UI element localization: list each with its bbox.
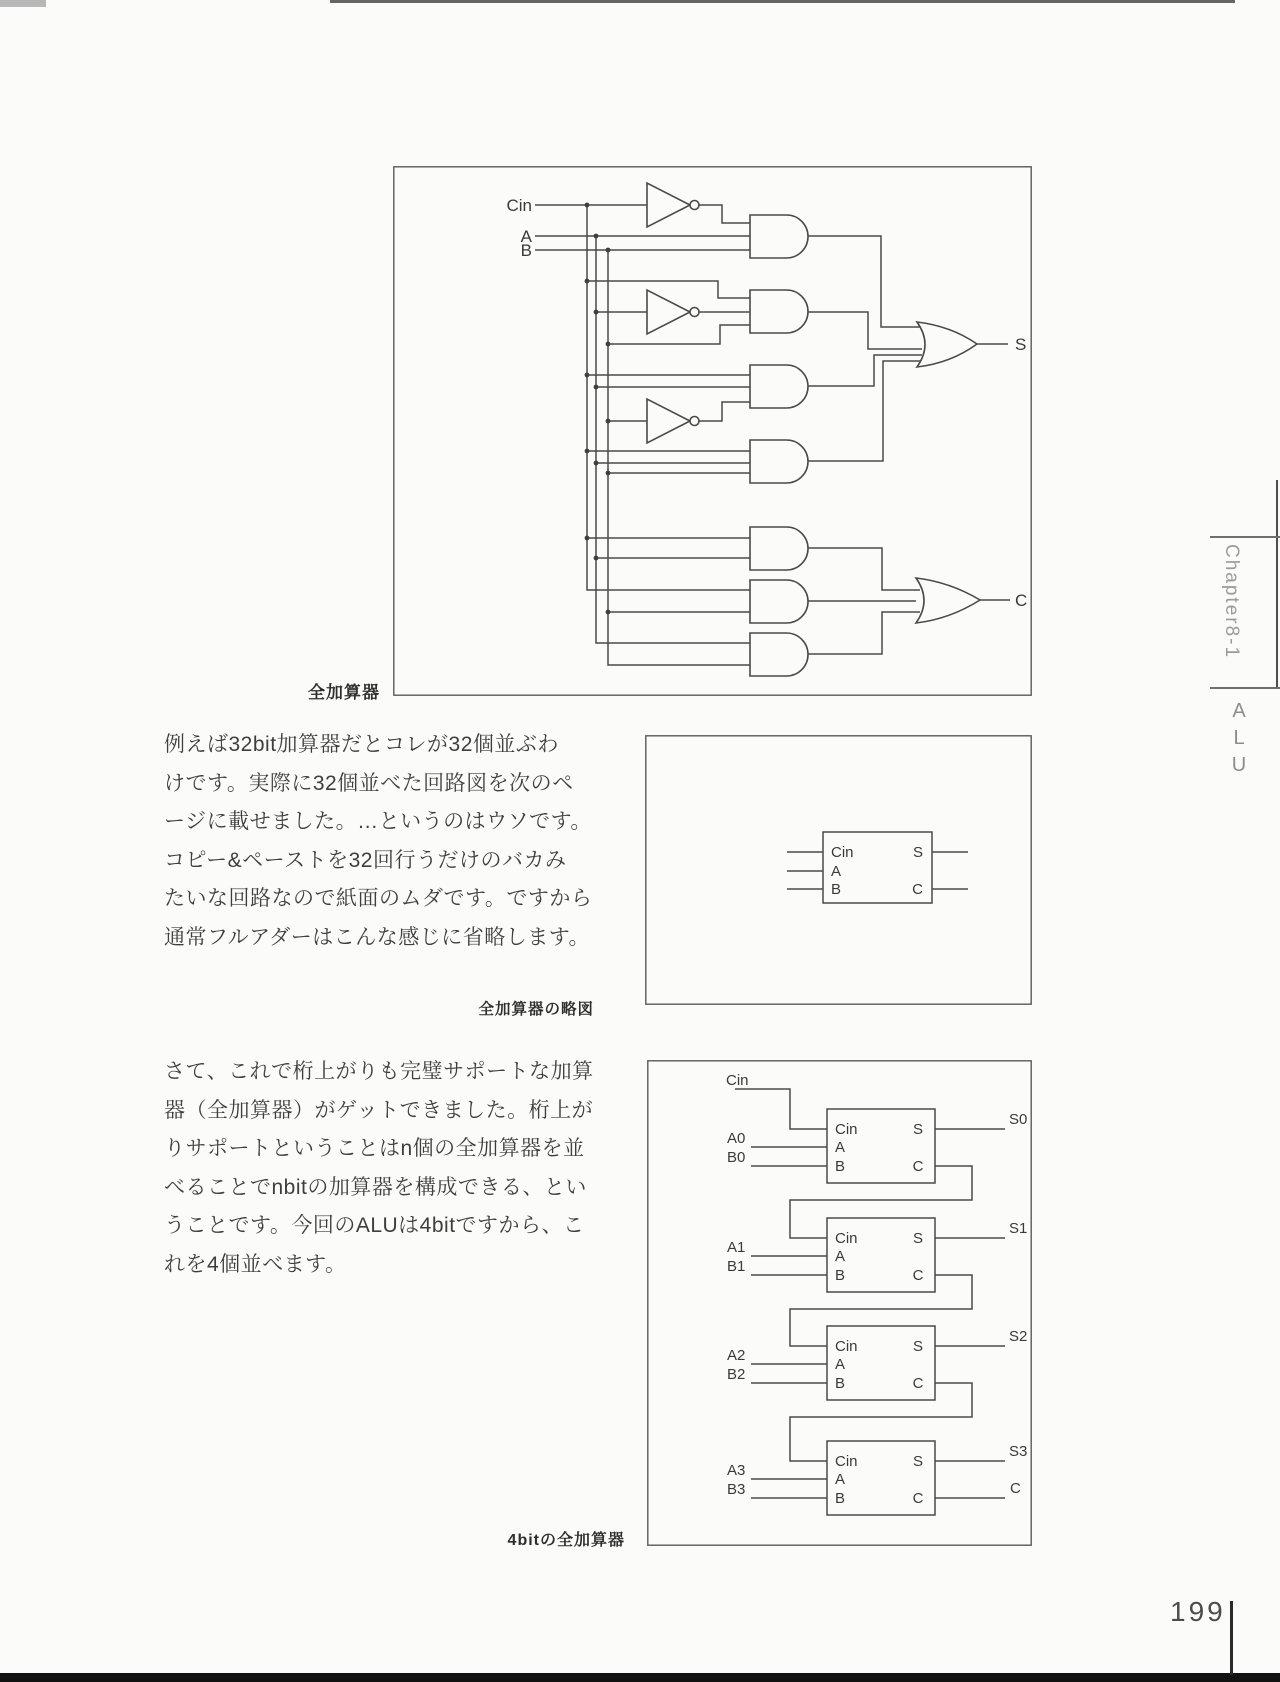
port-label-c: C (912, 1158, 924, 1175)
paragraph-line: ージに載せました。…というのはウソです。 (164, 810, 592, 833)
port-label-s: S (912, 844, 923, 861)
paragraph-line: コピー&ペーストを32回行うだけのバカみ (164, 848, 567, 872)
paragraph-line: たいな回路なので紙面のムダです。ですから (164, 887, 593, 910)
and-gate-4 (750, 440, 808, 483)
wire-and2-to-or-s (808, 312, 922, 349)
port-label-a: A (835, 1356, 846, 1373)
label-b1: B1 (727, 1258, 746, 1275)
wire-and5-to-or-c (808, 548, 920, 590)
wire-b-to-and2 (608, 325, 750, 344)
port-label-s: S (912, 1230, 924, 1247)
paragraph-line: べることでnbitの加算器を構成できる、とい (164, 1175, 587, 1199)
port-label-cin: Cin (831, 844, 854, 861)
paragraph-line: 器（全加算器）がゲットできました。桁上が (164, 1098, 594, 1122)
scan-artifact-top-line (330, 0, 1235, 3)
port-label-cin: Cin (835, 1453, 858, 1470)
label-cin: Cin (506, 196, 532, 215)
paragraph-line: けです。実際に32個並べた回路図を次のペ (164, 771, 574, 795)
page-edge-shadow (1276, 480, 1278, 688)
bus-cin (587, 205, 750, 590)
paragraph-line: りサポートということはn個の全加算器を並 (164, 1137, 585, 1160)
and-gate-5 (750, 527, 808, 570)
wire-and3-to-or-s (808, 355, 922, 386)
page-number-bar (1230, 1601, 1233, 1675)
port-label-cin: Cin (835, 1121, 858, 1138)
label-b: B (520, 241, 532, 260)
full-adder-block-0 (727, 1109, 1027, 1183)
port-label-b: B (835, 1490, 846, 1507)
port-label-s: S (912, 1121, 924, 1138)
port-label-cin: Cin (835, 1230, 858, 1247)
port-label-s: S (912, 1453, 924, 1470)
full-adder-block-3 (727, 1441, 1027, 1515)
figure-full-adder-symbol (645, 735, 1032, 1005)
or-gate-sum (917, 322, 977, 367)
label-s3: S3 (1009, 1443, 1028, 1460)
wire-carry-0-1 (790, 1166, 972, 1238)
chapter-tab-line-top (1210, 536, 1280, 538)
paragraph-line: れを4個並べます。 (164, 1252, 347, 1276)
and-gate-1 (750, 215, 808, 258)
wire-not1-to-and1 (699, 205, 750, 223)
label-s1: S1 (1009, 1220, 1028, 1237)
label-b2: B2 (727, 1366, 746, 1383)
label-s0: S0 (1009, 1111, 1028, 1128)
label-a1: A1 (727, 1239, 746, 1256)
not-gate-3 (647, 399, 699, 443)
port-label-s: S (912, 1338, 924, 1355)
figure-caption-full-adder: 全加算器 (308, 683, 380, 702)
port-label-a: A (835, 1248, 846, 1265)
body-paragraph-2 (164, 1053, 602, 1284)
label-b0: B0 (727, 1149, 746, 1166)
port-label-a: A (835, 1139, 846, 1156)
figure-caption-4bit: 4bitの全加算器 (507, 1532, 625, 1549)
paragraph-line: 通常フルアダーはこんな感じに省略します。 (164, 925, 591, 949)
wire-carry-1-2 (790, 1275, 972, 1346)
port-label-cin: Cin (835, 1338, 858, 1355)
and-gate-6 (750, 580, 808, 623)
label-a: A (520, 227, 532, 246)
label-carry-in: Cin (726, 1072, 749, 1089)
port-label-c: C (912, 1490, 924, 1507)
wire-cin-to-and2 (587, 281, 750, 298)
paragraph-line: うことです。今回のALUは4bitですから、こ (164, 1214, 585, 1237)
not-gate-2 (647, 290, 699, 334)
label-s2: S2 (1009, 1328, 1028, 1345)
label-s: S (1015, 335, 1027, 354)
and-gate-3 (750, 365, 808, 408)
not-gate-1 (647, 183, 699, 227)
page-number: 199 (1170, 1596, 1226, 1627)
label-a0: A0 (727, 1130, 746, 1147)
full-adder-block-2 (727, 1326, 1027, 1400)
wire-not3-to-and3 (699, 402, 750, 421)
scan-edge-bottom (0, 1673, 1280, 1682)
port-label-c: C (912, 1267, 924, 1284)
figure-4bit-full-adder (647, 1060, 1032, 1546)
bus-a (596, 236, 750, 643)
port-label-a: A (831, 863, 842, 880)
wire-and4-to-or-s (808, 361, 922, 461)
and-gate-7 (750, 633, 808, 676)
figure-full-adder-circuit (393, 166, 1032, 696)
label-b3: B3 (727, 1481, 746, 1498)
paragraph-line: 例えば32bit加算器だとコレが32個並ぶわ (164, 733, 559, 756)
label-a2: A2 (727, 1347, 746, 1364)
full-adder-block-1 (727, 1218, 1027, 1292)
port-label-b: B (835, 1158, 846, 1175)
wire-and1-to-or-s (808, 236, 923, 327)
and-gate-2 (750, 290, 808, 333)
wire-and7-to-or-c (808, 612, 920, 654)
chapter-label: Chapter8-1 (1221, 544, 1242, 660)
port-label-a: A (835, 1471, 846, 1488)
wire-carry-in (735, 1089, 827, 1129)
label-final-carry: C (1010, 1480, 1021, 1497)
wire-carry-2-3 (790, 1383, 972, 1461)
or-gate-carry (916, 578, 980, 623)
port-label-c: C (912, 1375, 924, 1392)
port-label-b: B (831, 881, 842, 898)
port-label-b: B (835, 1375, 846, 1392)
section-label-alu: ALU (1228, 700, 1250, 781)
paragraph-line: さて、これで桁上がりも完璧サポートな加算 (164, 1060, 594, 1083)
port-label-b: B (835, 1267, 846, 1284)
figure-caption-symbol: 全加算器の略図 (478, 1001, 594, 1018)
junction-dots (585, 203, 611, 615)
label-a3: A3 (727, 1462, 746, 1479)
scan-artifact-corner (0, 0, 46, 7)
port-label-c: C (912, 881, 923, 898)
body-paragraph-1 (164, 726, 602, 957)
label-c: C (1015, 591, 1028, 610)
